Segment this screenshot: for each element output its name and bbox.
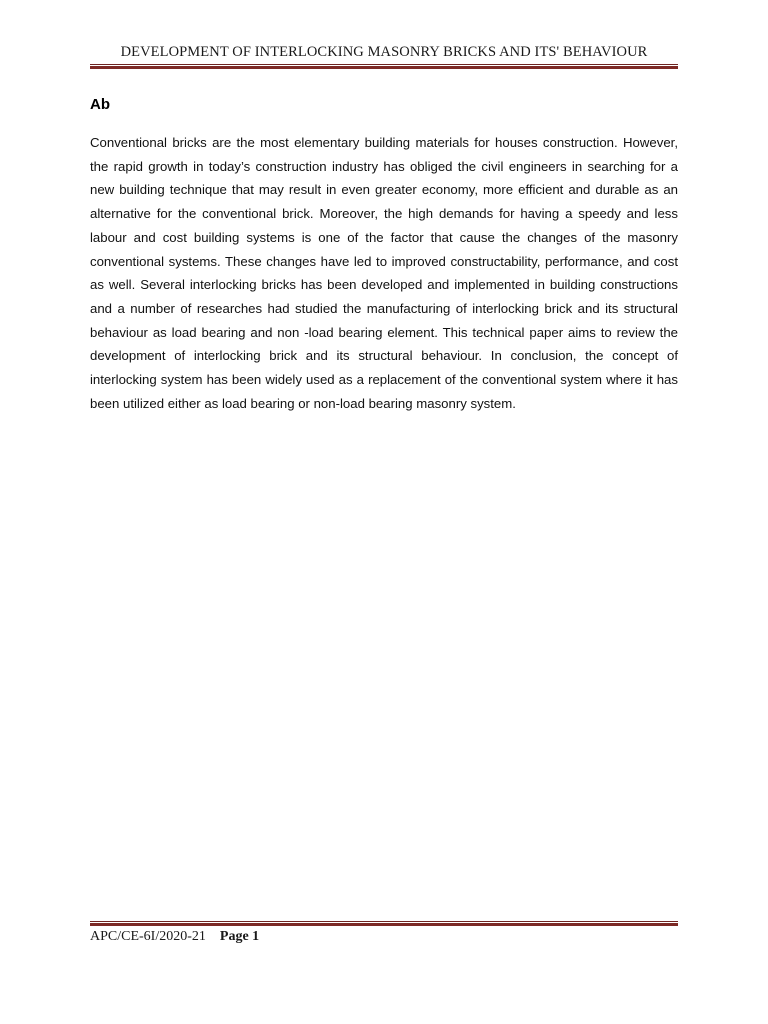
footer-rule [90,921,678,926]
header-rule [90,64,678,69]
abstract-paragraph: Conventional bricks are the most elementary building materials for houses construction. However, the rapid growth in today’s construction industry has obliged the civil engineers in searching for a new building technique that may result in even greater economy, more efficient and durable as an alternative for the conventional brick. Moreover, the high demands for having a speedy and less labour and cost building systems is one of the factor that cause the changes of the masonry conventional systems. These changes have led to improved constructability, performance, and cost as well. Several interlocking bricks has been developed and implemented in building constructions and a number of researches had studied the manufacturing of interlocking brick and its structural behaviour as load bearing and non -load bearing element. This technical paper aims to review the development of interlocking brick and its structural behaviour. In conclusion, the concept of interlocking system has been widely used as a replacement of the conventional system where it has been utilized either as load bearing or non-load bearing masonry system. [90,135,678,411]
footer-document-code: APC/CE-6I/2020-21 [90,929,206,944]
footer-text [90,929,259,945]
header-title: DEVELOPMENT OF INTERLOCKING MASONRY BRICKS AND ITS' BEHAVIOUR [120,44,648,60]
header-rule-thick-line [90,66,678,69]
footer-rule-thick-line [90,923,678,926]
footer-page-number: Page 1 [219,929,260,944]
section-heading: Ab [90,96,110,113]
header-rule-thin-line [90,64,678,65]
footer-rule-thin-line [90,921,678,922]
